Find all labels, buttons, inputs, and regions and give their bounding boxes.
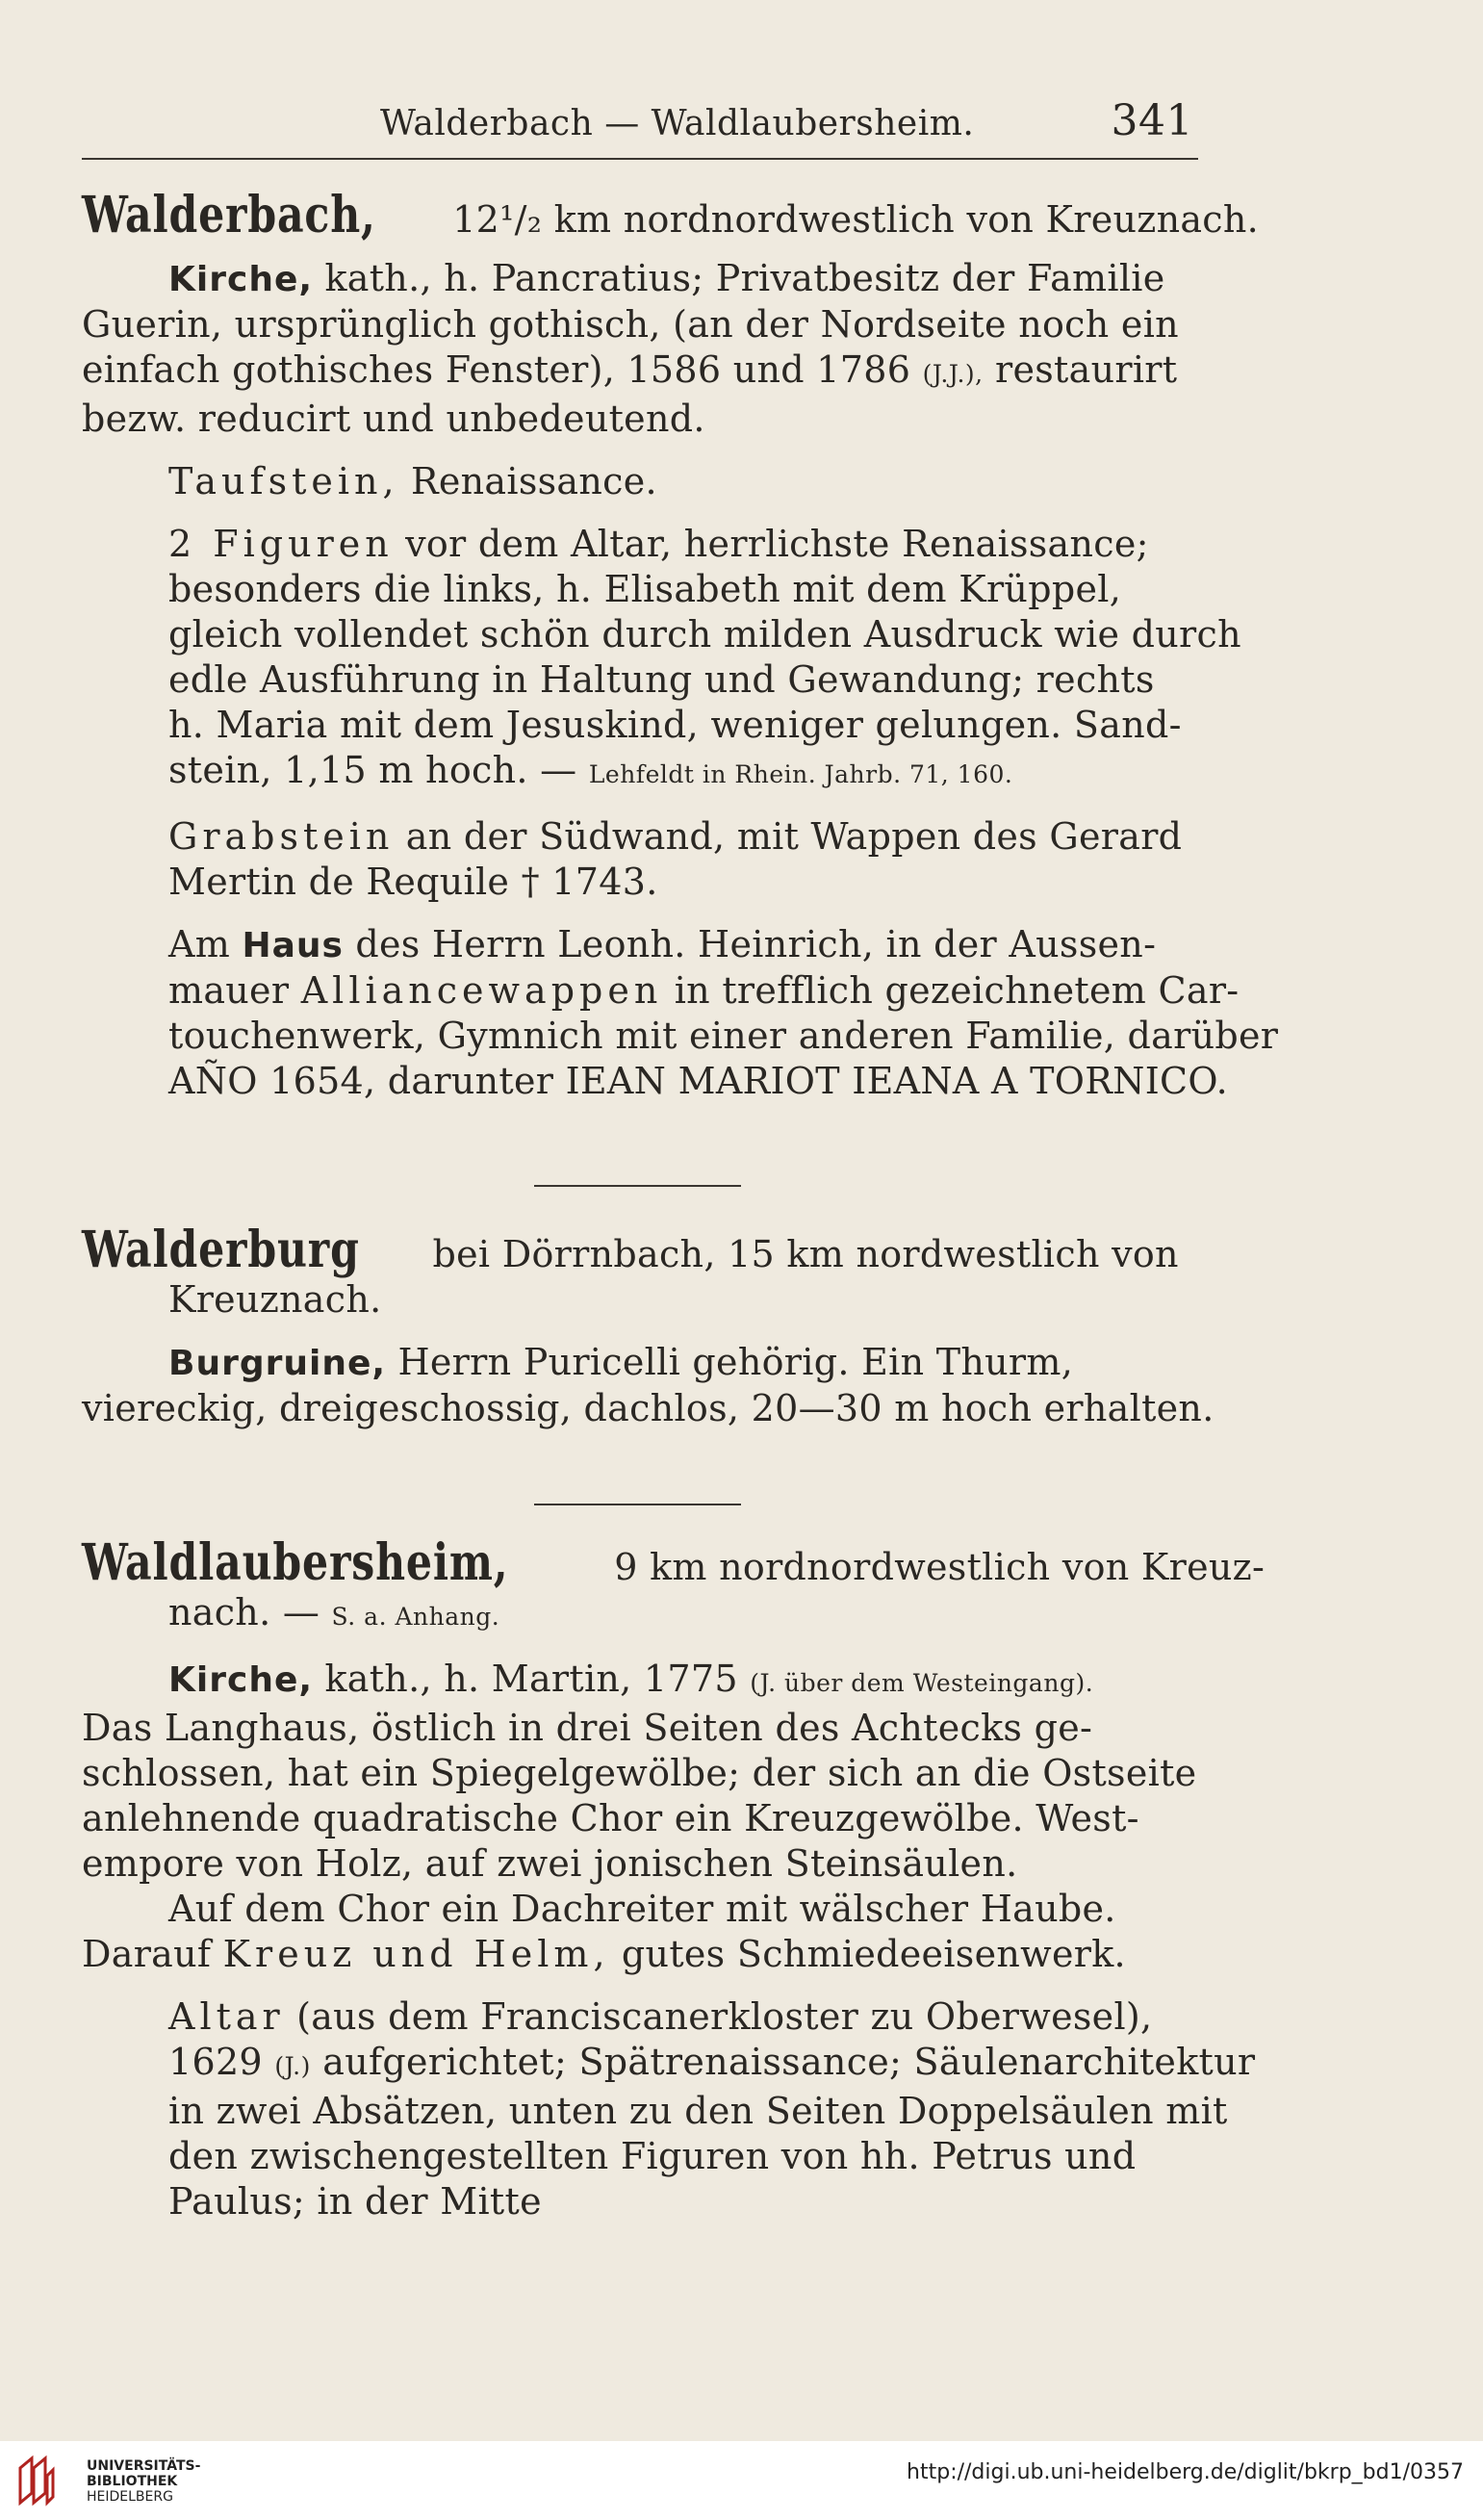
spaced-term: Altar <box>168 1995 285 2038</box>
text-line: viereckig, dreigeschossig, dachlos, 20—30 m hoch erhalten. <box>82 1387 1215 1429</box>
text-line <box>82 256 1198 302</box>
text-line: Auf dem Chor ein Dachreiter mit wälscher Haube. <box>168 1888 1116 1930</box>
text-line <box>82 1657 1198 1706</box>
text-line: in zwei Absätzen, unten zu den Seiten Doppelsäulen mit <box>168 2090 1228 2132</box>
text: 1629 <box>168 2041 263 2083</box>
citation: (J. über dem Westeingang). <box>750 1669 1094 1697</box>
text-line: Guerin, ursprünglich gothisch, (an der Nordseite noch ein <box>82 303 1179 346</box>
citation: (J.) <box>274 2052 311 2080</box>
running-head <box>82 96 1198 154</box>
text-line: touchenwerk, Gymnich mit einer anderen Familie, darüber <box>168 1015 1279 1057</box>
text-line: Kreuznach. <box>168 1278 382 1321</box>
text-line: besonders die links, h. Elisabeth mit dem Krüppel, <box>168 568 1122 610</box>
heading-text: 9 km nordnordwestlich von Kreuz- <box>614 1546 1266 1588</box>
text-line: Mertin de Requile † 1743. <box>168 861 658 903</box>
text-line: empore von Holz, auf zwei jonischen Steinsäulen. <box>82 1842 1018 1885</box>
entry-waldlaubersheim <box>82 1533 1266 2224</box>
spaced-term: Alliancewappen <box>300 969 663 1012</box>
logo-line: UNIVERSITÄTS- <box>87 2458 201 2474</box>
text-line <box>82 2040 1256 2089</box>
text: Renaissance. <box>410 460 657 502</box>
text-line: Paulus; in der Mitte <box>168 2180 542 2223</box>
page-number: 341 <box>1111 96 1193 145</box>
entry-walderburg <box>82 1221 1215 1431</box>
text: nach. — <box>168 1591 320 1633</box>
text-line: h. Maria mit dem Jesuskind, weniger gelungen. Sand- <box>168 704 1182 746</box>
footer-bar <box>0 2441 1483 2520</box>
library-logo-icon <box>14 2455 57 2507</box>
text-line <box>82 459 1198 504</box>
text-line <box>82 748 1198 797</box>
text-line <box>82 1994 1198 2040</box>
text: (aus dem Franciscanerkloster zu Oberwesel), <box>296 1995 1153 2038</box>
text: kath., h. Pancratius; Privatbesitz der Familie <box>324 257 1165 299</box>
entry-walderbach <box>82 186 1279 1104</box>
text: Am <box>168 923 231 965</box>
text-line <box>82 814 1198 860</box>
bold-term: Kirche, <box>168 260 314 299</box>
text-line: anlehnende quadratische Chor ein Kreuzgewölbe. West- <box>82 1797 1139 1839</box>
bold-term: Kirche, <box>168 1660 314 1700</box>
text-line: gleich vollendet schön durch milden Ausdruck wie durch <box>168 613 1241 656</box>
bold-term: Haus <box>242 926 344 965</box>
spaced-term: Kreuz und Helm, <box>222 1933 610 1975</box>
text: stein, 1,15 m hoch. — <box>168 749 577 791</box>
entry-heading <box>82 1221 1198 1279</box>
text-line: AÑO 1654, darunter IEAN MARIOT IEANA A TORNICO. <box>168 1060 1228 1102</box>
text-line: Das Langhaus, östlich in drei Seiten des Achtecks ge- <box>82 1707 1093 1749</box>
library-logo-text <box>87 2458 200 2505</box>
section-separator <box>534 1185 741 1187</box>
text-line <box>82 1590 1198 1639</box>
text: aufgerichtet; Spätrenaissance; Säulenarchitektur <box>322 2041 1256 2083</box>
text: an der Südwand, mit Wappen des Gerard <box>405 815 1183 858</box>
text: in trefflich gezeichnetem Car- <box>674 969 1240 1012</box>
text: kath., h. Martin, 1775 <box>324 1658 738 1700</box>
running-title: Walderbach — Waldlaubersheim. <box>380 104 975 143</box>
text: vor dem Altar, herrlichste Renaissance; <box>405 523 1149 565</box>
text: gutes Schmiedeeisenwerk. <box>621 1933 1126 1975</box>
logo-line: HEIDELBERG <box>87 2489 173 2505</box>
text: Herrn Puricelli gehörig. Ein Thurm, <box>397 1341 1074 1383</box>
section-separator <box>534 1504 741 1505</box>
spaced-term: 2 Figuren <box>168 523 394 565</box>
headword: Walderbach, <box>82 186 376 244</box>
citation: (J.J.), <box>922 360 984 388</box>
text-line: schlossen, hat ein Spiegelgewölbe; der sich an die Ostseite <box>82 1752 1197 1794</box>
citation: S. a. Anhang. <box>331 1603 500 1631</box>
text-line <box>82 522 1198 567</box>
text: mauer <box>168 969 290 1012</box>
logo-line: BIBLIOTHEK <box>87 2474 178 2489</box>
text-line: edle Ausführung in Haltung und Gewandung; rechts <box>168 658 1155 701</box>
text-line <box>82 347 1198 397</box>
text: restaurirt <box>995 348 1178 391</box>
header-rule <box>82 158 1198 160</box>
entry-heading <box>82 186 1260 244</box>
heading-text: bei Dörrnbach, 15 km nordwestlich von <box>432 1233 1179 1275</box>
headword: Waldlaubersheim, <box>82 1533 509 1592</box>
spaced-term: Taufstein, <box>168 460 399 502</box>
text-line: bezw. reducirt und unbedeutend. <box>82 398 705 440</box>
bold-term: Burgruine, <box>168 1344 387 1383</box>
citation: Lehfeldt in Rhein. Jahrb. 71, 160. <box>588 760 1013 788</box>
heading-text: 12¹/₂ km nordnordwestlich von Kreuznach. <box>452 198 1260 241</box>
text: einfach gothisches Fenster), 1586 und 1786 <box>82 348 911 391</box>
text-line <box>82 922 1198 968</box>
entry-heading <box>82 1533 1266 1592</box>
text-line <box>82 1340 1198 1386</box>
text-line: den zwischengestellten Figuren von hh. Petrus und <box>168 2135 1137 2177</box>
permalink-url[interactable]: http://digi.ub.uni-heidelberg.de/diglit/bkrp_bd1/0357 <box>907 2460 1464 2484</box>
text-line <box>82 968 1240 1014</box>
text-line <box>82 1932 1198 1977</box>
headword: Walderburg <box>82 1221 360 1279</box>
spaced-term: Grabstein <box>168 815 395 858</box>
text: Darauf <box>82 1933 212 1975</box>
text: des Herrn Leonh. Heinrich, in der Aussen- <box>355 923 1157 965</box>
